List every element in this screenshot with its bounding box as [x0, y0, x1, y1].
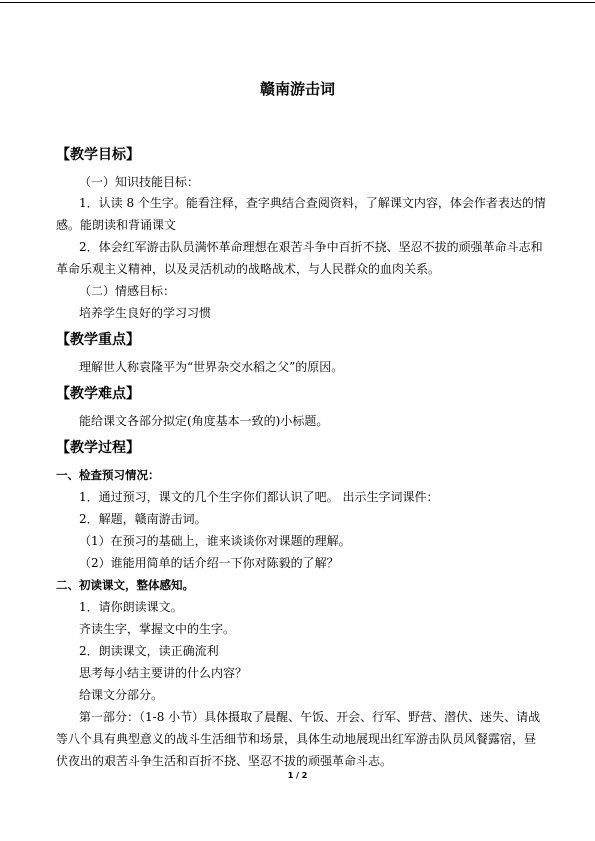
process-s1-item-1: 1．通过预习，课文的几个生字你们都认识了吧。 出示生字词课件： [79, 490, 439, 504]
process-s2-line-4: 思考每小结主要讲的什么内容？ [79, 666, 248, 680]
process-s2-item-2: 2．朗读课文，读正确流利 [79, 644, 219, 658]
objectives-subheading-knowledge: （一）知识技能目标： [79, 175, 200, 189]
process-s1-item-2: 2．解题，赣南游击词。 [79, 512, 207, 526]
emotion-objective-text: 培养学生良好的学习习惯 [79, 306, 212, 320]
key-point-text: 理解世人称袁隆平为“世界杂交水稻之父”的原因。 [79, 360, 344, 374]
process-s1-question-1: （1）在预习的基础上，谁来谈谈你对课题的理解。 [79, 534, 351, 548]
process-section-1-heading: 一、检查预习情况： [56, 468, 160, 482]
objectives-subheading-emotion: （二）情感目标： [79, 284, 176, 298]
heading-objectives: 【教学目标】 [56, 147, 140, 163]
process-part-1-line-1: 第一部分：（1-8 小节）具体摄取了晨醒、午饭、开会、行军、野营、潜伏、迷失、请战 [79, 710, 541, 724]
page-top-rule [0, 2, 595, 3]
difficulty-text: 能给课文各部分拟定(角度基本一致的)小标题。 [79, 414, 329, 428]
objective-item-2-line-1: 2．体会红军游击队员满怀革命理想在艰苦斗争中百折不挠、坚忍不拔的顽强革命斗志和 [79, 240, 543, 254]
process-part-1-line-2: 等八个具有典型意义的战斗生活细节和场景，具体生动地展现出红军游击队员风餐露宿，昼 [56, 732, 537, 746]
heading-process: 【教学过程】 [56, 440, 140, 456]
page-number: 1 / 2 [287, 771, 308, 780]
objective-item-1-line-1: 1．认读 8 个生字。能看注释，查字典结合查阅资料，了解课文内容，体会作者表达的情 [79, 196, 546, 210]
process-section-2-heading: 二、初读课文，整体感知。 [56, 578, 194, 592]
process-s2-line-5: 给课文分部分。 [79, 688, 164, 702]
heading-key-points: 【教学重点】 [56, 332, 140, 348]
objective-item-2-line-2: 革命乐观主义精神，以及灵活机动的战略战术，与人民群众的血肉关系。 [56, 262, 441, 276]
objective-item-1-line-2: 感。能朗读和背诵课文 [56, 218, 177, 232]
process-s1-question-2: （2）谁能用简单的话介绍一下你对陈毅的了解？ [79, 556, 339, 570]
process-s2-item-1: 1．请你朗读课文。 [79, 600, 183, 614]
process-part-1-line-3: 伏夜出的艰苦斗争生活和百折不挠、坚忍不拔的顽强革命斗志。 [56, 754, 393, 768]
heading-difficulties: 【教学难点】 [56, 386, 140, 402]
document-title: 赣南游击词 [259, 80, 335, 98]
process-s2-line-2: 齐读生字，掌握文中的生字。 [79, 622, 236, 636]
